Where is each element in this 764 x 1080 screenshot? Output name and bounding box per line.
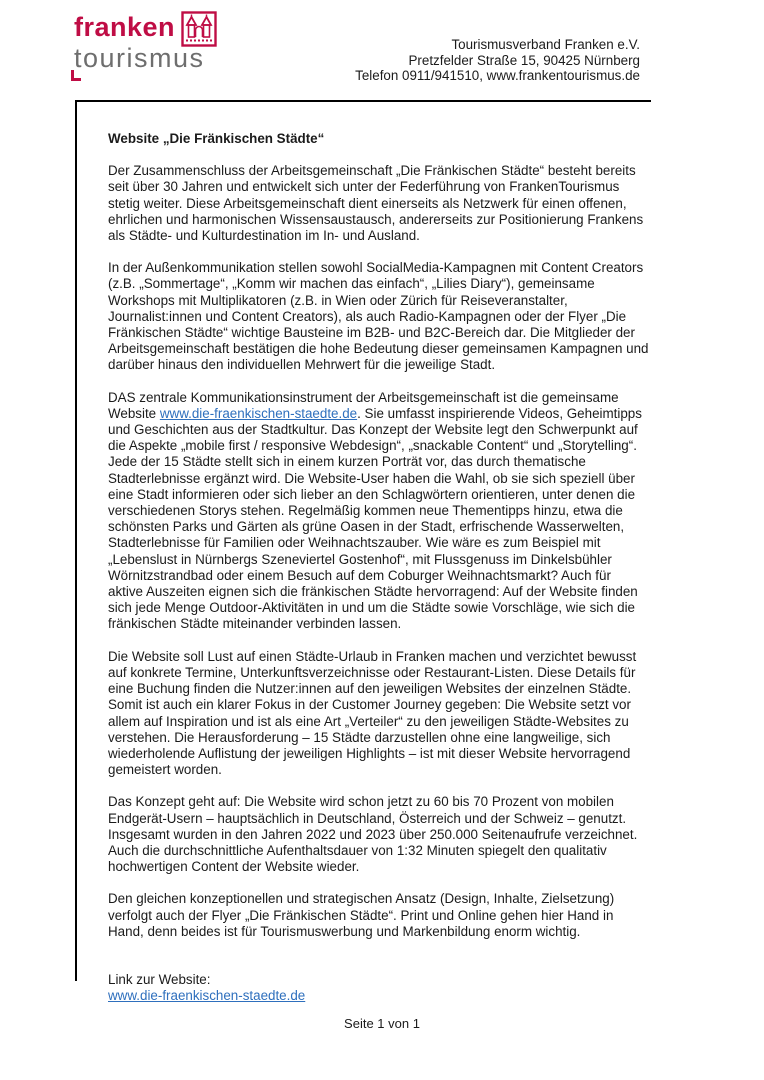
paragraph-3-text-after: . Sie umfasst inspirierende Videos, Geheimtipps und Geschichten aus der Stadtkultur. Das Konzept der Website legt den Schwerpunkt auf die Aspekte „mobile first / responsive Webdesign“, „snackable Content“ und „Storytelling“. Jede der 15 Städte stellt sich in einem kurzen Porträt vor, das durch thematische Stadterlebnisse ergänzt wird. Die Website-User haben die Wahl, ob sie sich speziell über eine Stadt informieren oder sich lieber an den Schlagwörtern orientieren, unter denen die verschiedenen Storys stehen. Regelmäßig kommen neue Thementipps hinzu, etwa die schönsten Parks und Gärten als grüne Oasen in der Stadt, erfrischende Wasserwelten, Stadterlebnisse für Familien oder Weihnachtszauber. Wie wäre es zum Beispiel mit „Lebenslust in Nürnbergs Szeneviertel Gostenhof“, mit Flussgenuss im Dinkelsbühler Wörnitzstrandbad oder einem Besuch auf dem Coburger Weihnachtsmarkt? Auch für aktive Auszeiten eignen sich die fränkischen Städte hervorragend: Auf der Website finden sich jede Menge Outdoor-Aktivitäten in und um die Städte sowie Vorschläge, wie sich die fränkischen Städte miteinander verbinden lassen. (108, 405, 642, 632)
paragraph-1: Der Zusammenschluss der Arbeitsgemeinschaft „Die Fränkischen Städte“ besteht bereits seit über 30 Jahren und entwickelt sich unter der Federführung von FrankenTourismus stetig weiter. Diese Arbeitsgemeinschaft dient einerseits als Netzwerk für einen offenen, ehrlichen und harmonischen Wissensaustausch, andererseits zur Positionierung Frankens als Städte- und Kulturdestination im In- und Ausland. (108, 163, 644, 244)
document-body (108, 131, 649, 1004)
paragraph-5: Das Konzept geht auf: Die Website wird schon jetzt zu 60 bis 70 Prozent von mobilen Endgerät-Usern – hauptsächlich in Deutschland, Österreich und der Schweiz – genutzt. Insgesamt wurden in den Jahren 2022 und 2023 über 250.000 Seitenaufrufe verzeichnet. Auch die durchschnittliche Aufenthaltsdauer von 1:32 Minuten spiegelt den qualitativ hochwertigen Content der Website wieder. (108, 794, 638, 875)
logo-wordmark-tourismus: tourismus (74, 43, 205, 73)
logo-corner-mark (71, 70, 81, 81)
paragraph-6: Den gleichen konzeptionellen und strategischen Ansatz (Design, Inhalte, Zielsetzung) verfolgt auch der Flyer „Die Fränkischen Städte“. Print und Online gehen hier Hand in Hand, denn beides ist für Tourismuswerbung und Markenbildung enorm wichtig. (108, 891, 615, 939)
org-name: Tourismusverband Franken e.V. (451, 37, 640, 52)
link-section (108, 972, 649, 1004)
street-address: Pretzfelder Straße 15, 90425 Nürnberg (408, 52, 640, 68)
paragraph-2: In der Außenkommunikation stellen sowohl SocialMedia-Kampagnen mit Content Creators (z.B. „Sommertage“, „Komm wir machen das einfach“, „Lilies Diary“), gemeinsame Workshops mit Multiplikatoren (z.B. in Wien oder Zürich für Reiseveranstalter, Journalist:innen und Content Creators), als auch Radio-Kampagnen oder der Flyer „Die Fränkischen Städte“ wichtige Bausteine im B2B- und B2C-Bereich dar. Die Mitglieder der Arbeitsgemeinschaft bestätigen die hohe Bedeutung dieser gemeinsamen Kampagnen und darüber hinaus den individuellen Mehrwert für die jeweilige Stadt. (108, 260, 649, 373)
logo-wordmark-franken: franken (74, 12, 176, 42)
paragraph-3-text-before: DAS zentrale Kommunikationsinstrument der Arbeitsgemeinschaft ist die gemeinsame Website (108, 389, 619, 421)
document-title: Website „Die Fränkischen Städte“ (108, 131, 325, 146)
castle-icon (181, 11, 217, 52)
page-number (0, 1016, 764, 1031)
website-link-bottom[interactable]: www.die-fraenkischen-staedte.de (108, 988, 306, 1004)
franken-tourismus-logo (74, 12, 224, 72)
paragraph-4: Die Website soll Lust auf einen Städte-Urlaub in Franken machen und verzichtet bewusst auf konkrete Termine, Unterkunftsverzeichnisse oder Restaurant-Listen. Diese Details für eine Buchung finden die Nutzer:innen auf den jeweiligen Websites der einzelnen Städte. Somit ist auch ein klarer Fokus in der Customer Journey gegeben: Die Website setzt vor allem auf Inspiration und ist als eine Art „Verteiler“ zu den jeweiligen Städte-Websites zu verstehen. Die Herausforderung – 15 Städte darzustellen ohne eine langweilige, sich wiederholende Auflistung der jeweiligen Highlights – ist mit dieser Website hervorragend gemeistert worden. (108, 648, 637, 778)
paragraph-3 (108, 390, 649, 633)
link-label: Link zur Website: (108, 971, 211, 987)
page-indicator: Seite 1 von 1 (344, 1016, 420, 1031)
phone-and-website: Telefon 0911/941510, www.frankentourismus.de (355, 68, 640, 84)
website-link-inline[interactable]: www.die-fraenkischen-staedte.de (159, 405, 358, 421)
letterhead-address (355, 37, 640, 84)
